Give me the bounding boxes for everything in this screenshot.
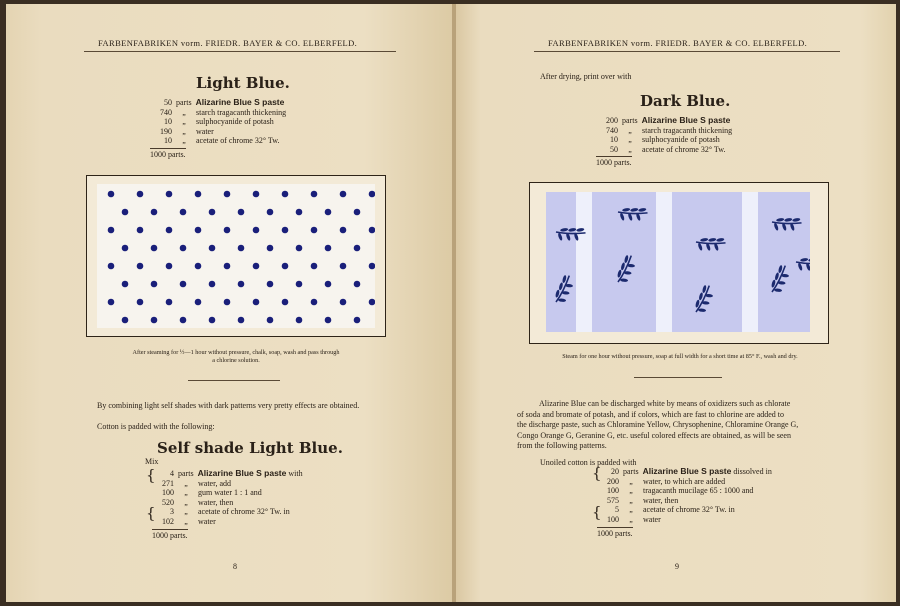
blue-dot [151,245,158,252]
blue-dot [224,191,231,198]
blue-dot [340,227,347,234]
recipe-unit: „ [184,488,188,498]
blue-dot [267,209,274,216]
blue-dot [166,299,173,306]
right-paragraph-2: Unoiled cotton is padded with [540,458,637,467]
blue-dot [238,281,245,288]
leaf-print-sample-frame [529,182,829,344]
light-blue-recipe [150,98,286,158]
white-discharge-stripe [742,192,758,332]
recipe-line [150,127,286,137]
recipe-unit: „ [182,107,186,117]
recipe-line [596,135,732,145]
recipe-total: 1000 parts. [150,149,186,159]
left-header-rule [84,51,396,52]
blue-dot [282,299,289,306]
blue-dot [296,317,303,324]
paragraph-line: from the following patterns. [517,441,607,450]
blue-dot [267,281,274,288]
recipe-ingredient: Alizarine Blue S paste [197,468,287,478]
recipe-ingredient: starch tragacanth thickening [642,125,733,135]
blue-dot [340,299,347,306]
recipe-unit: parts [622,116,638,125]
recipe-total: 1000 parts. [596,158,632,168]
blue-dot [166,227,173,234]
recipe-ingredient: water [198,516,216,526]
recipe-ingredient: Alizarine Blue S paste [195,97,285,107]
recipe-quantity: 10 [610,135,618,145]
recipe-quantity: 271 [162,478,174,488]
right-paragraph [517,399,798,452]
dark-blue-title: Dark Blue. [640,92,731,110]
recipe-unit: „ [628,135,632,145]
recipe-unit: „ [628,144,632,154]
blue-dot [354,317,361,324]
recipe-quantity: 575 [607,495,619,505]
blue-dot [325,245,332,252]
recipe-line [152,498,303,508]
recipe-ingredient: water [643,514,661,524]
light-blue-caption [96,349,376,365]
blue-dot [122,317,129,324]
recipe-tail: dissolved in [731,467,772,476]
blue-dot [238,245,245,252]
self-shade-light-blue-title: Self shade Light Blue. [157,439,343,457]
blue-dot [267,317,274,324]
blue-dot [224,227,231,234]
recipe-quantity: 520 [162,497,174,507]
recipe-unit: „ [629,495,633,505]
recipe-quantity: 10 [164,117,172,127]
polka-dot-fabric-swatch [97,184,375,328]
blue-dot [325,281,332,288]
recipe-unit: parts [178,469,194,478]
blue-dot [166,191,173,198]
left-paragraph-1: By combining light self shades with dark patterns very pretty effects are obtained. [97,401,360,410]
recipe-line [150,117,286,127]
blue-dot [253,299,260,306]
blue-dot [108,299,115,306]
blue-dot [369,191,375,198]
blue-dot [267,245,274,252]
blue-dot [195,191,202,198]
recipe-quantity: 10 [164,136,172,146]
blue-dot [325,317,332,324]
blue-dot [354,209,361,216]
paragraph-line: Alizarine Blue can be discharged white by means of oxidizers such as chlorate [539,399,791,408]
self-shade-recipe [152,469,303,538]
recipe-unit: parts [176,98,192,107]
recipe-ingredient: water, then [198,497,234,507]
recipe-quantity: 50 [610,144,618,154]
blue-dot [224,299,231,306]
blue-dot [369,227,375,234]
brace-2: { [146,504,156,522]
blue-dot [137,299,144,306]
blue-dot [369,299,375,306]
recipe-line [597,467,772,477]
blue-dot [137,191,144,198]
recipe-line [152,488,303,498]
recipe-unit: „ [184,507,188,517]
dark-blue-caption: Steam for one hour without pressure, soap at full width for a short time at 85° F., wash and dry. [562,353,798,360]
recipe-quantity: 102 [162,516,174,526]
recipe-unit: „ [182,136,186,146]
blue-dot [108,227,115,234]
recipe-tail: with [286,469,303,478]
blue-dot [151,281,158,288]
recipe-quantity: 100 [607,514,619,524]
recipe-unit: „ [629,505,633,515]
blue-dot [296,245,303,252]
dark-blue-recipe [596,116,732,166]
recipe-total: 1000 parts. [597,528,633,538]
recipe-ingredient: water [196,126,214,136]
recipe-line [152,479,303,489]
blue-dot [340,191,347,198]
recipe-ingredient: Alizarine Blue S paste [641,115,731,125]
blue-dot [151,317,158,324]
blue-dot [238,209,245,216]
recipe-unit: parts [623,467,639,476]
recipe-quantity: 190 [160,126,172,136]
blue-dot [137,263,144,270]
leaf-pattern [546,192,810,332]
right-header-rule [534,51,840,52]
blue-dot [253,227,260,234]
paragraph-line: Congo Orange G, Geranine G, etc. useful colored effects are obtained, as will be seen [517,430,791,440]
white-discharge-stripe [656,192,672,332]
recipe-quantity: 200 [606,116,618,125]
left-divider [188,380,280,381]
recipe-line [152,507,303,517]
recipe-line [596,116,732,126]
recipe-quantity: 100 [607,486,619,496]
light-blue-caption-line1: After steaming for ½—1 hour without pressure, chalk, soap, wash and pass through [132,349,340,356]
blue-dot [282,227,289,234]
light-blue-title: Light Blue. [196,74,290,92]
recipe-quantity: 20 [611,467,619,476]
blue-dot [180,281,187,288]
recipe-line [150,108,286,118]
recipe-line [597,477,772,487]
recipe-ingredient: water, then [643,495,679,505]
blue-dot [180,245,187,252]
recipe-quantity: 200 [607,476,619,486]
blue-dot [311,299,318,306]
book-gutter [452,4,456,602]
recipe-unit: „ [629,514,633,524]
white-discharge-stripe [576,192,592,332]
left-page-number: 8 [233,562,237,571]
blue-dot [209,245,216,252]
brace-4: { [592,503,602,521]
right-page-number: 9 [675,562,679,571]
right-intro: After drying, print over with [540,72,632,81]
mix-label: Mix [145,457,159,466]
right-running-header: FARBENFABRIKEN vorm. FRIEDR. BAYER & CO. ELBERFELD. [548,38,808,48]
blue-dot [354,245,361,252]
recipe-ingredient: water, add [198,478,231,488]
blue-dot [209,281,216,288]
blue-dot [253,191,260,198]
blue-dot [195,299,202,306]
recipe-ingredient: Alizarine Blue S paste [642,466,732,476]
recipe-unit: „ [182,117,186,127]
recipe-ingredient: sulphocyanide of potash [196,117,274,127]
blue-dot [180,209,187,216]
recipe-unit: „ [184,497,188,507]
recipe-unit: „ [182,126,186,136]
brace-3: { [592,464,602,482]
recipe-unit: „ [628,125,632,135]
blue-dot [311,263,318,270]
blue-dot [122,209,129,216]
left-paragraph-2: Cotton is padded with the following: [97,422,215,431]
blue-dot [282,263,289,270]
recipe-line [596,126,732,136]
recipe-ingredient: water, to which are added [643,476,726,486]
blue-dot [209,209,216,216]
recipe-ingredient: acetate of chrome 32° Tw. in [198,507,290,517]
recipe-unit: „ [629,476,633,486]
recipe-total: 1000 parts. [152,530,188,540]
recipe-unit: „ [184,516,188,526]
recipe-quantity: 100 [162,488,174,498]
recipe-quantity: 3 [170,507,174,517]
recipe-line [597,515,772,525]
recipe-unit: „ [629,486,633,496]
blue-dot [122,245,129,252]
blue-dot [209,317,216,324]
blue-dot [282,191,289,198]
blue-dot [296,209,303,216]
paragraph-line: of soda and bromate of potash, and if colors, which are fast to chlorine are added to [517,409,785,419]
recipe-line [597,486,772,496]
blue-dot [137,227,144,234]
polka-dot-sample-frame [86,175,386,337]
blue-dot [166,263,173,270]
left-running-header: FARBENFABRIKEN vorm. FRIEDR. BAYER & CO. ELBERFELD. [98,38,358,48]
recipe-quantity: 5 [615,505,619,515]
recipe-ingredient: acetate of chrome 32° Tw. [642,144,726,154]
blue-dot [180,317,187,324]
brace-1: { [146,466,156,484]
recipe-ingredient: sulphocyanide of potash [642,135,720,145]
recipe-ingredient: acetate of chrome 32° Tw. [196,136,280,146]
light-blue-caption-line2: a chlorine solution. [212,357,260,364]
leaf-print-fabric-swatch [546,192,810,332]
recipe-ingredient: gum water 1 : 1 and [198,488,262,498]
blue-dot [122,281,129,288]
recipe-unit: „ [184,478,188,488]
blue-dot [224,263,231,270]
blue-dot [311,227,318,234]
recipe-ingredient: starch tragacanth thickening [196,107,287,117]
recipe-ingredient: acetate of chrome 32° Tw. in [643,505,735,515]
discharge-recipe [597,467,772,536]
blue-dot [369,263,375,270]
recipe-quantity: 740 [160,107,172,117]
recipe-line [152,469,303,479]
blue-dot [253,263,260,270]
right-divider [634,377,722,378]
recipe-line [152,517,303,527]
paragraph-line: the discharge paste, such as Chloramine Yellow, Chrysophenine, Chloramine Orange G, [517,420,799,429]
blue-dot [195,263,202,270]
recipe-quantity: 740 [606,125,618,135]
recipe-quantity: 4 [170,469,174,478]
blue-dot [195,227,202,234]
recipe-line [150,98,286,108]
blue-dot [296,281,303,288]
recipe-quantity: 50 [164,98,172,107]
polka-dot-pattern [97,184,375,328]
recipe-line [597,505,772,515]
recipe-ingredient: tragacanth mucilage 65 : 1000 and [643,486,754,496]
blue-dot [325,209,332,216]
blue-dot [311,191,318,198]
recipe-line [150,136,286,146]
blue-dot [108,263,115,270]
blue-dot [238,317,245,324]
blue-dot [108,191,115,198]
recipe-line [597,496,772,506]
blue-dot [151,209,158,216]
blue-dot [340,263,347,270]
recipe-line [596,145,732,155]
blue-dot [354,281,361,288]
